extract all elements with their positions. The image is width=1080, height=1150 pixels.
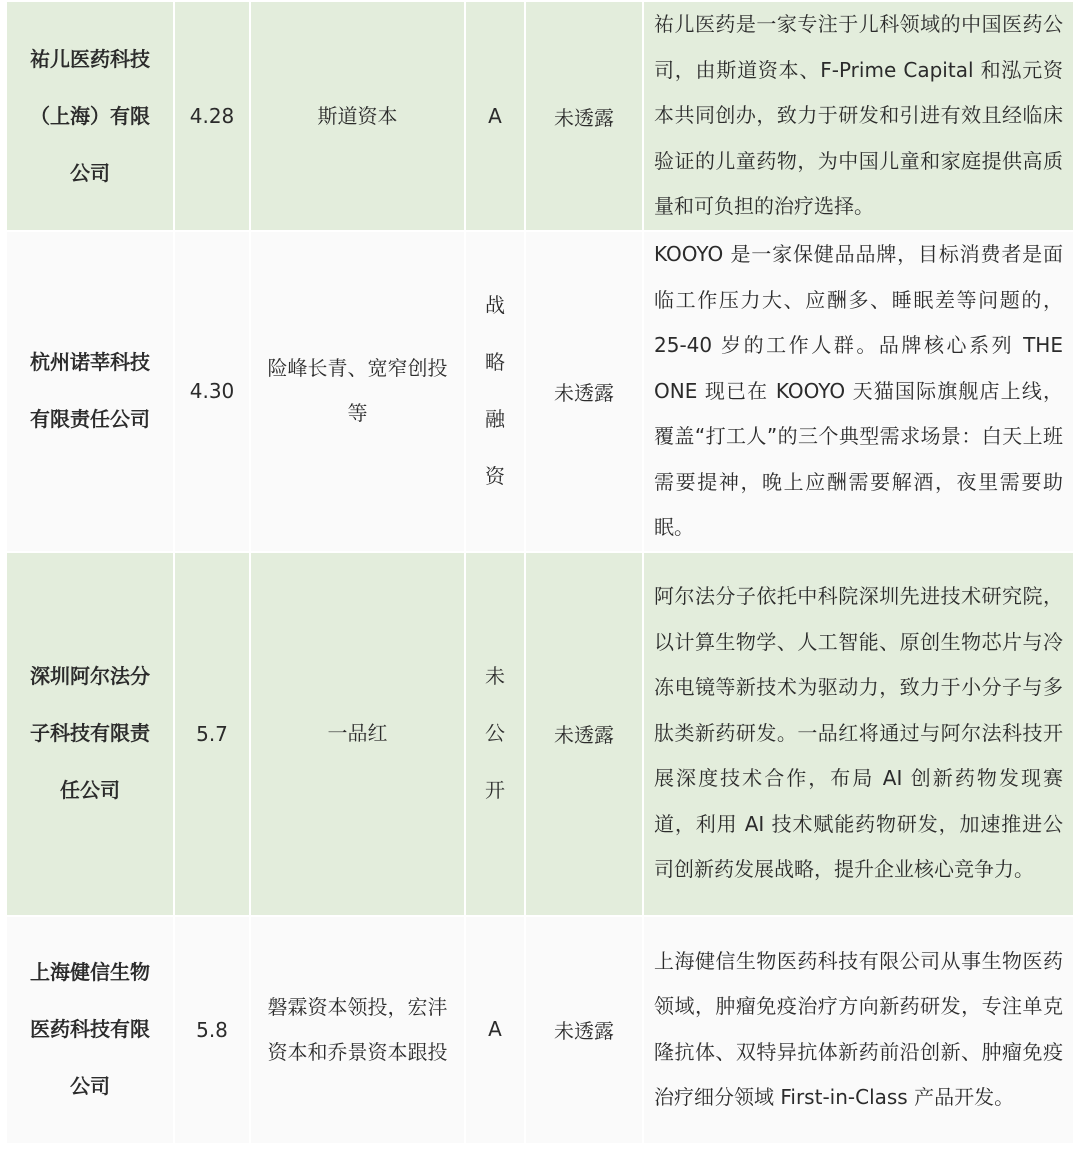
description-cell: 祐儿医药是一家专注于儿科领域的中国医药公司，由斯道资本、F-Prime Capital 和泓元资本共同创办，致力于研发和引进有效且经临床验证的儿童药物，为中国儿童和家庭提供高质量和可负担的治疗选择。 — [643, 1, 1074, 231]
round-cell — [465, 916, 525, 1144]
company-name-line: 有限责任公司 — [30, 407, 150, 432]
round-cell — [465, 231, 525, 552]
amount-cell: 未透露 — [525, 552, 643, 916]
description-cell: KOOYO 是一家保健品品牌，目标消费者是面临工作压力大、应酬多、睡眠差等问题的，25-40 岁的工作人群。品牌核心系列 THE ONE 现已在 KOOYO 天猫国际旗舰店上线，覆盖“打工人”的三个典型需求场景：白天上班需要提神，晚上应酬需要解酒，夜里需要助眠。 — [643, 231, 1074, 552]
company-name-line: （上海）有限 — [30, 103, 150, 128]
funding-table — [5, 0, 1075, 1145]
company-name-cell — [6, 1, 174, 231]
date-cell: 4.30 — [174, 231, 250, 552]
round-cell — [465, 552, 525, 916]
table-body — [6, 1, 1074, 1144]
company-name-line: 杭州诺莘科技 — [30, 350, 150, 375]
date-cell: 5.7 — [174, 552, 250, 916]
company-name-line: 公司 — [70, 160, 110, 185]
round-char: A — [488, 1017, 502, 1041]
company-name-line: 子科技有限责 — [30, 721, 150, 745]
investor-cell: 险峰长青、宽窄创投等 — [250, 231, 465, 552]
round-char: A — [488, 103, 502, 128]
amount-cell: 未透露 — [525, 916, 643, 1144]
table-row — [6, 231, 1074, 552]
round-char: 开 — [485, 778, 505, 802]
company-name-line: 公司 — [70, 1074, 110, 1098]
investor-cell: 磐霖资本领投，宏沣资本和乔景资本跟投 — [250, 916, 465, 1144]
company-name-cell — [6, 552, 174, 916]
round-char: 未 — [485, 664, 505, 688]
table-row — [6, 916, 1074, 1144]
amount-cell: 未透露 — [525, 1, 643, 231]
company-name-line: 上海健信生物 — [30, 960, 150, 984]
company-name-cell — [6, 231, 174, 552]
amount-cell: 未透露 — [525, 231, 643, 552]
table-row — [6, 552, 1074, 916]
investor-cell: 一品红 — [250, 552, 465, 916]
table-row — [6, 1, 1074, 231]
company-name-cell — [6, 916, 174, 1144]
company-name-line: 医药科技有限 — [30, 1017, 150, 1041]
date-cell: 4.28 — [174, 1, 250, 231]
description-cell: 阿尔法分子依托中科院深圳先进技术研究院，以计算生物学、人工智能、原创生物芯片与冷冻电镜等新技术为驱动力，致力于小分子与多肽类新药研发。一品红将通过与阿尔法科技开展深度技术合作，布局 AI 创新药物发现赛道，利用 AI 技术赋能药物研发，加速推进公司创新药发展战略，提升企业核心竞争力。 — [643, 552, 1074, 916]
company-name-line: 祐儿医药科技 — [30, 46, 150, 71]
company-name-line: 深圳阿尔法分 — [30, 664, 150, 688]
date-cell: 5.8 — [174, 916, 250, 1144]
description-cell: 上海健信生物医药科技有限公司从事生物医药领域，肿瘤免疫治疗方向新药研发，专注单克隆抗体、双特异抗体新药前沿创新、肿瘤免疫治疗细分领域 First-in-Class 产品开发。 — [643, 916, 1074, 1144]
investor-cell: 斯道资本 — [250, 1, 465, 231]
round-char: 融 — [485, 407, 505, 432]
round-char: 公 — [485, 721, 505, 745]
round-char: 略 — [485, 350, 505, 375]
round-char: 战 — [485, 293, 505, 318]
company-name-line: 任公司 — [60, 778, 120, 802]
round-cell — [465, 1, 525, 231]
round-char: 资 — [485, 464, 505, 489]
